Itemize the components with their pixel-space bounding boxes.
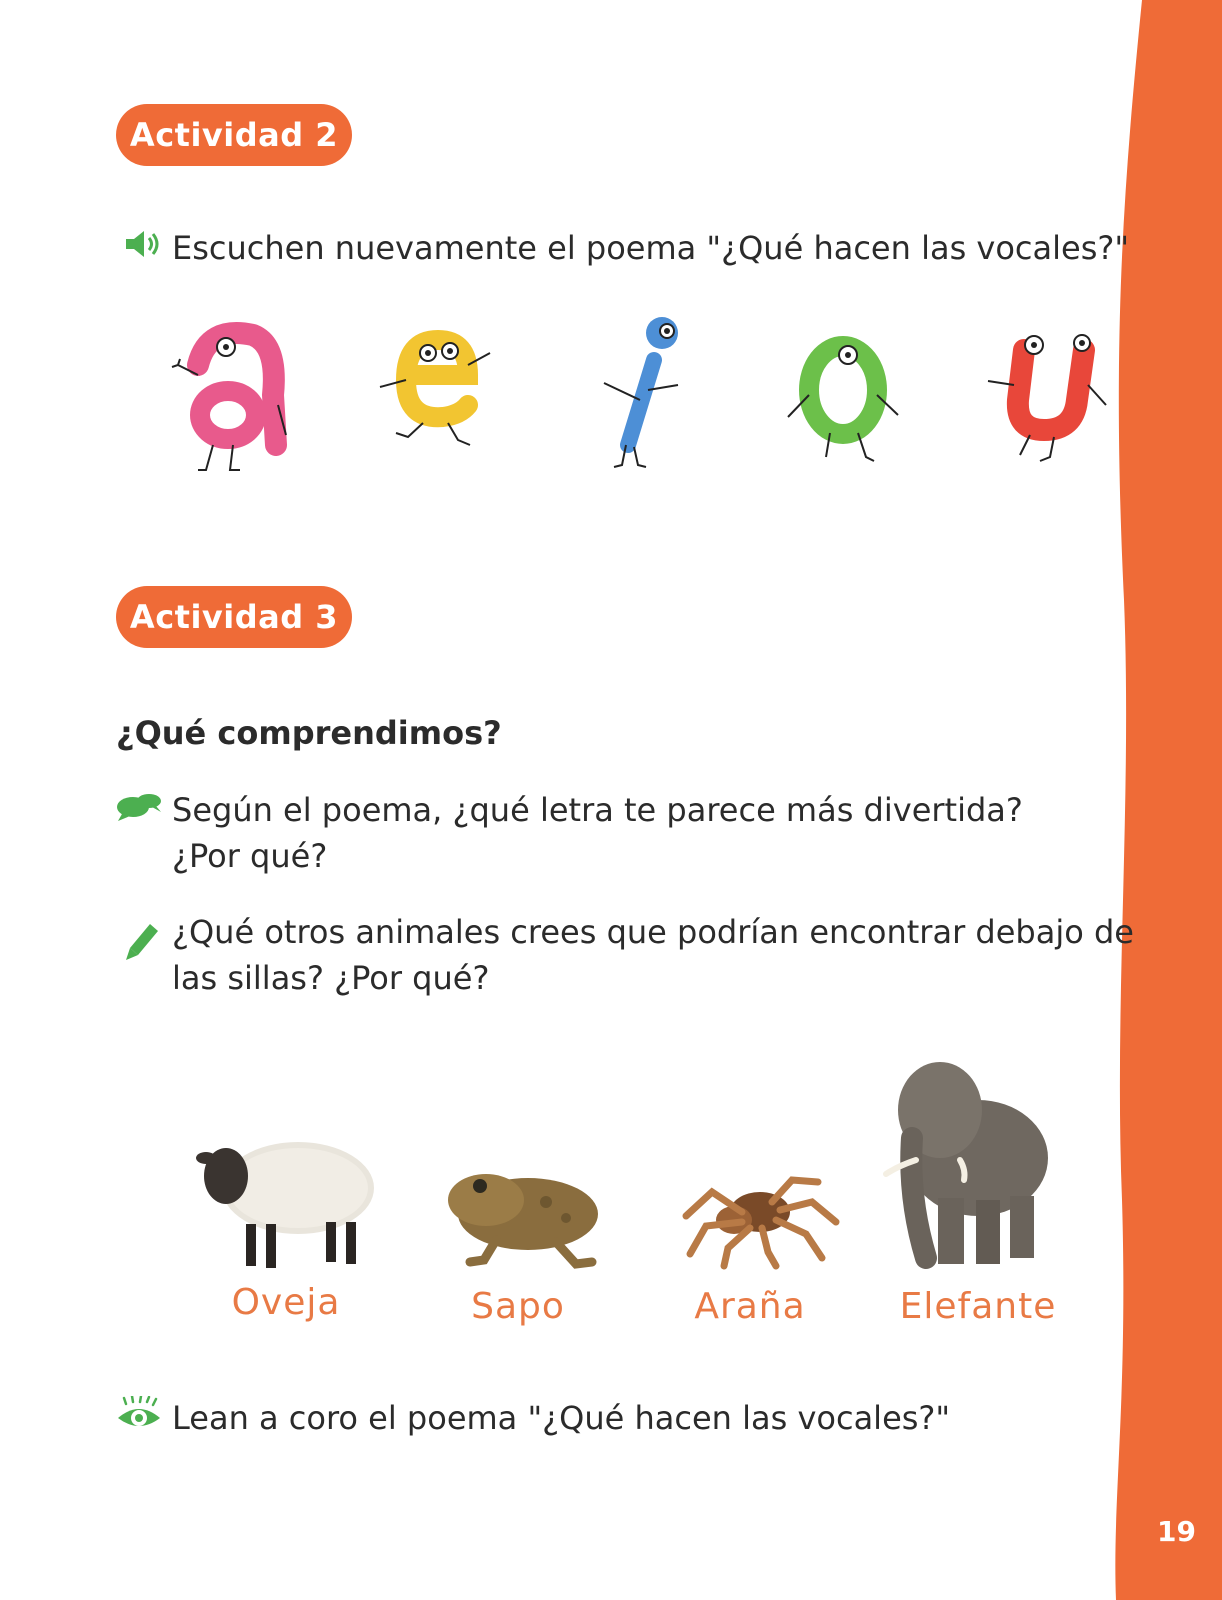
closing-instruction: Lean a coro el poema "¿Qué hacen las vocales?": [172, 1399, 951, 1437]
pencil-icon: [122, 918, 162, 962]
sheep-image: [186, 1118, 382, 1278]
activity-2-instruction: Escuchen nuevamente el poema "¿Qué hacen las vocales?": [172, 229, 1130, 267]
activity-2-badge: Actividad 2: [116, 104, 352, 166]
question-1-line-2: ¿Por qué?: [172, 837, 328, 875]
animal-label-elefante: Elefante: [899, 1286, 1057, 1327]
animal-label-arana: Araña: [694, 1286, 806, 1327]
vowel-o-character: [778, 305, 908, 485]
toad-image: [436, 1152, 612, 1274]
animal-label-sapo: Sapo: [471, 1286, 565, 1327]
vowel-u-character: [982, 305, 1112, 485]
question-1-line-1: Según el poema, ¿qué letra te parece más divertida?: [172, 791, 1023, 829]
vowel-i-character: [590, 305, 720, 485]
speaker-icon[interactable]: [124, 228, 164, 262]
question-2-line-1: ¿Qué otros animales crees que podrían encontrar debajo de: [172, 913, 1134, 951]
vowel-a-character: [168, 305, 298, 485]
vowel-e-character: [368, 305, 498, 485]
section-heading: ¿Qué comprendimos?: [116, 714, 502, 752]
speech-bubbles-icon: [116, 792, 162, 822]
spider-image: [672, 1162, 848, 1272]
page-number: 19: [1157, 1515, 1196, 1548]
eye-icon: [116, 1396, 162, 1432]
activity-3-badge: Actividad 3: [116, 586, 352, 648]
animal-label-oveja: Oveja: [231, 1282, 341, 1323]
question-2-line-2: las sillas? ¿Por qué?: [172, 959, 490, 997]
elephant-image: [878, 1048, 1058, 1280]
